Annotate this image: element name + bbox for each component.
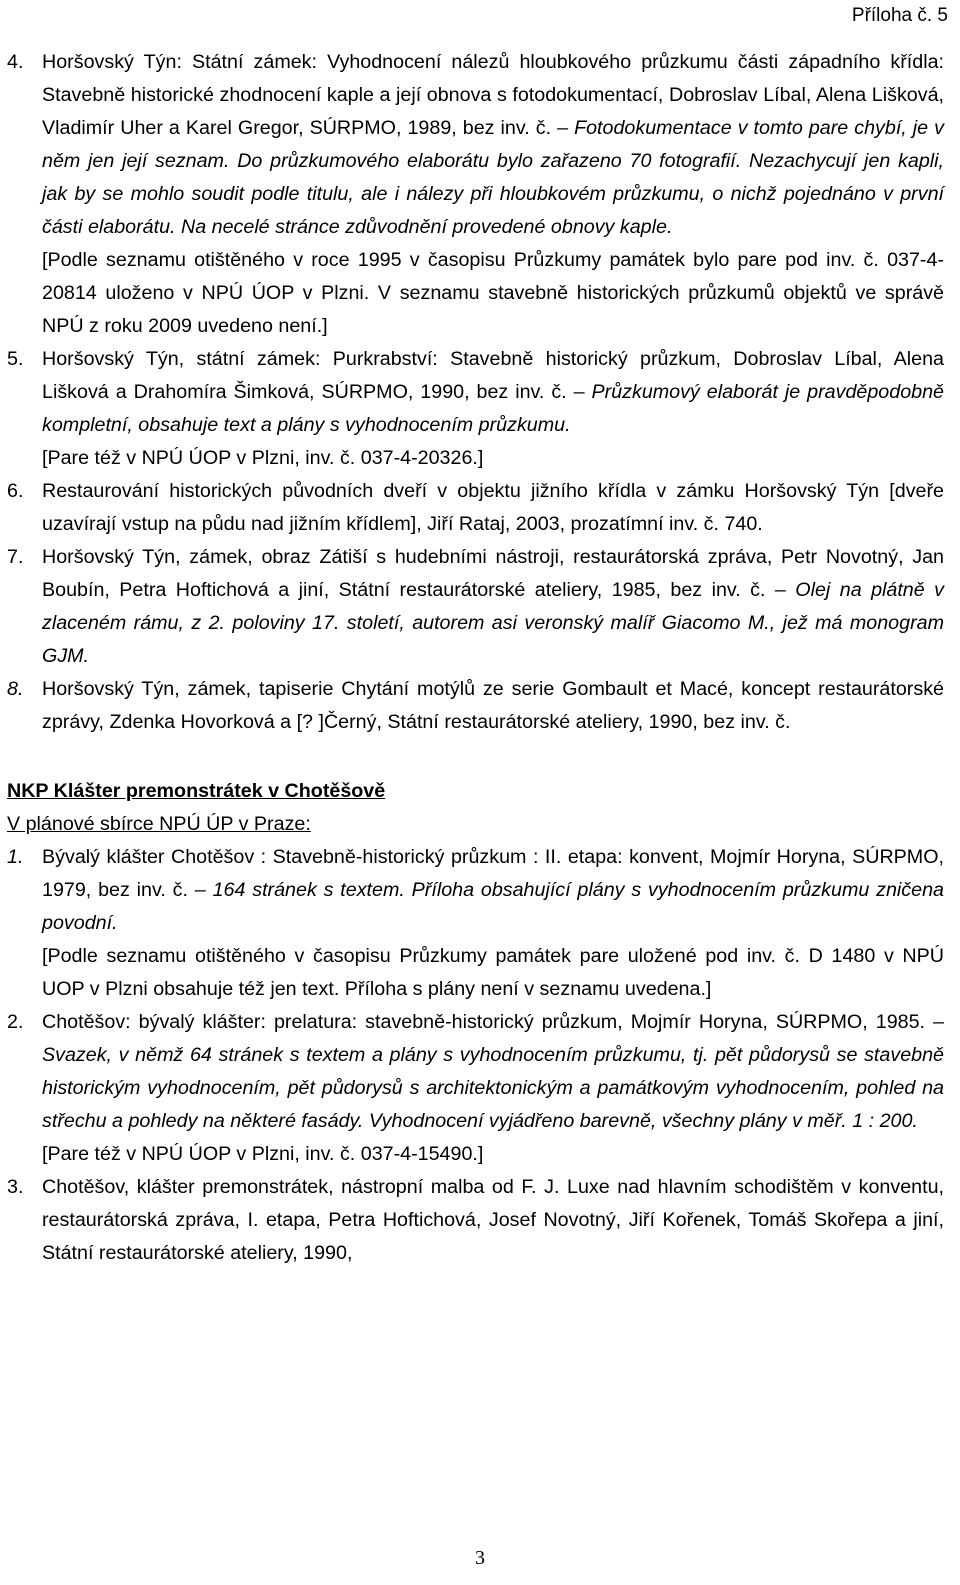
entry-number: 3. xyxy=(7,1176,24,1198)
entry-number: 6. xyxy=(7,480,24,502)
entry-citation: Chotěšov: bývalý klášter: prelatura: stavebně-historický průzkum, Mojmír Horyna, SÚRPMO, 1985. xyxy=(42,1011,934,1033)
entry-text xyxy=(42,673,944,739)
entry-note: [Pare též v NPÚ ÚOP v Plzni, inv. č. 037-4-15490.] xyxy=(42,1143,484,1165)
record-entry xyxy=(0,343,944,475)
entry-number: 5. xyxy=(7,348,24,370)
record-entry xyxy=(0,841,944,1006)
section-title: NKP Klášter premonstrátek v Chotěšově xyxy=(7,780,386,802)
entry-text xyxy=(42,46,944,244)
record-list xyxy=(0,841,958,1270)
entry-citation: Horšovský Týn, zámek, tapiserie Chytání motýlů ze serie Gombault et Macé, koncept restaurátorské zprávy, Zdenka Hovorková a [? ]Černý, Státní restaurátorské ateliery, 1990, bez inv. č. xyxy=(42,678,944,733)
entry-text xyxy=(42,475,944,541)
entry-commentary: – Fotodokumentace v tomto pare chybí, je v něm jen její seznam. Do průzkumového elaborátu bylo zařazeno 70 fotografií. Nezachycují jen kapli, jak by se mohlo soudit podle titulu, ale i nálezy při hloubkovém průzkumu, o nichž pojednáno v první části elaborátu. Na necelé stránce zdůvodnění provedené obnovy kaple. xyxy=(42,117,944,238)
entry-citation: Bývalý klášter Chotěšov : Stavebně-historický průzkum : II. etapa: konvent, Mojmír Horyna, SÚRPMO, 1979, bez inv. č. xyxy=(42,846,944,901)
record-entry xyxy=(0,475,944,541)
entry-citation: Horšovský Týn: Státní zámek: Vyhodnocení nálezů hloubkového průzkumu části západního křídla: Stavebně historické zhodnocení kaple a její obnova s fotodokumentací, Dobroslav Líbal, Alena Lišková, Vladimír Uher a Karel Gregor, SÚRPMO, 1989, bez inv. č. xyxy=(42,51,944,139)
entry-citation: Restaurování historických původních dveří v objektu jižního křídla v zámku Horšovský Týn [dveře uzavírají vstup na půdu nad jižním křídlem], Jiří Rataj, 2003, prozatímní inv. č. 740. xyxy=(42,480,944,535)
entry-text xyxy=(42,541,944,673)
entry-note: [Podle seznamu otištěného v roce 1995 v časopisu Průzkumy památek bylo pare pod inv. č. 037-4-20814 uloženo v NPÚ ÚOP v Plzni. V seznamu stavebně historických průzkumů objektů ve správě NPÚ z roku 2009 uvedeno není.] xyxy=(42,249,944,337)
entry-citation: Horšovský Týn, zámek, obraz Zátiší s hudebními nástroji, restaurátorská zpráva, Petr Novotný, Jan Boubín, Petra Hoftichová a jiní, Státní restaurátorské ateliery, 1985, bez inv. č. xyxy=(42,546,944,601)
record-entry xyxy=(0,46,944,343)
entry-citation: Chotěšov, klášter premonstrátek, nástropní malba od F. J. Luxe nad hlavním schodištěm v konventu, restaurátorská zpráva, I. etapa, Petra Hoftichová, Josef Novotný, Jiří Kořenek, Tomáš Skořepa a jiní, Státní restaurátorské ateliery, 1990, xyxy=(42,1176,944,1264)
entry-note: [Pare též v NPÚ ÚOP v Plzni, inv. č. 037-4-20326.] xyxy=(42,447,484,469)
record-entry xyxy=(0,673,944,739)
entry-text xyxy=(42,343,944,442)
entry-text xyxy=(42,1171,944,1270)
entry-commentary: – Olej na plátně v zlaceném rámu, z 2. poloviny 17. století, autorem asi veronský malíř Giacomo M., jež má monogram GJM. xyxy=(42,579,944,667)
entry-text xyxy=(42,1006,944,1138)
entry-number: 1. xyxy=(7,846,24,868)
entry-number: 8. xyxy=(7,678,24,700)
record-list xyxy=(0,46,958,739)
entry-text xyxy=(42,841,944,940)
entry-commentary: – Svazek, v němž 64 stránek s textem a plány s vyhodnocením průzkumu, tj. pět půdorysů se stavebně historickým vyhodnocením, pět půdorysů s architektonickým a památkovým vyhodnocením, pohled na střechu a pohledy na některé fasády. Vyhodnocení vyjádřeno barevně, všechny plány v měř. 1 : 200. xyxy=(42,1011,944,1132)
annex-label: Příloha č. 5 xyxy=(851,5,948,26)
entry-commentary: – 164 stránek s textem. Příloha obsahující plány s vyhodnocením průzkumu zničena povodní. xyxy=(42,879,944,934)
page-number: 3 xyxy=(475,1547,485,1569)
entry-commentary: – Průzkumový elaborát je pravděpodobně kompletní, obsahuje text a plány s vyhodnocením průzkumu. xyxy=(42,381,944,436)
record-entry xyxy=(0,1171,944,1270)
entry-number: 4. xyxy=(7,51,24,73)
entry-note: [Podle seznamu otištěného v časopisu Průzkumy památek pare uložené pod inv. č. D 1480 v NPÚ UOP v Plzni obsahuje též jen text. Příloha s plány není v seznamu uvedena.] xyxy=(42,945,944,1000)
entry-citation: Horšovský Týn, státní zámek: Purkrabství: Stavebně historický průzkum, Dobroslav Líbal, Alena Lišková a Drahomíra Šimková, SÚRPMO, 1990, bez inv. č. xyxy=(42,348,944,403)
entry-number: 7. xyxy=(7,546,24,568)
record-entry xyxy=(0,541,944,673)
document-body xyxy=(0,46,958,1270)
record-entry xyxy=(0,1006,944,1171)
entry-number: 2. xyxy=(7,1011,24,1033)
section-subtitle: V plánové sbírce NPÚ ÚP v Praze: xyxy=(7,813,311,835)
